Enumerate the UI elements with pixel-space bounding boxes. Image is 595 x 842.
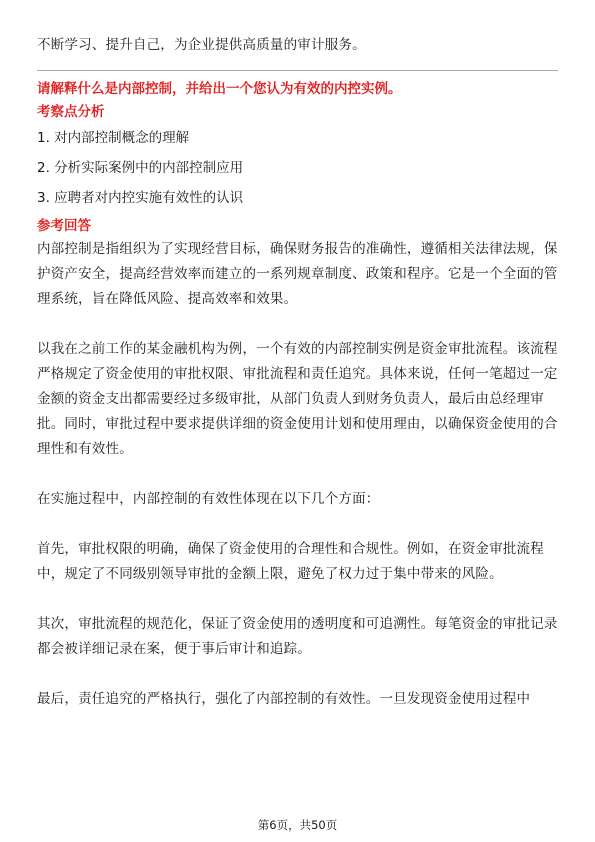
answer-paragraph: 首先，审批权限的明确，确保了资金使用的合理性和合规性。例如，在资金审批流程中，规定了不同级别领导审批的金额上限，避免了权力过于集中带来的风险。 [37, 541, 544, 582]
interview-question: 请解释什么是内部控制，并给出一个您认为有效的内控实例。 [37, 81, 402, 97]
page-number-footer: 第6页，共50页 [257, 818, 338, 832]
answer-paragraph: 最后，责任追究的严格执行，强化了内部控制的有效性。一旦发现资金使用过程中 [37, 691, 531, 707]
page-content [37, 33, 558, 712]
analysis-item: 1. 对内部控制概念的理解 [37, 130, 190, 146]
previous-answer-tail: 不断学习、提升自己，为企业提供高质量的审计服务。 [37, 37, 366, 53]
analysis-heading: 考察点分析 [37, 104, 105, 120]
answer-paragraph: 在实施过程中，内部控制的有效性体现在以下几个方面： [37, 491, 380, 507]
paragraph-gap [37, 312, 558, 337]
answer-heading: 参考回答 [37, 218, 91, 234]
paragraph-gap [37, 462, 558, 487]
paragraph-gap [37, 587, 558, 612]
answer-paragraph: 其次，审批流程的规范化，保证了资金使用的透明度和可追溯性。每笔资金的审批记录都会被详细记录在案，便于事后审计和追踪。 [37, 616, 558, 657]
paragraph-gap [37, 512, 558, 537]
section-divider [37, 70, 558, 71]
answer-paragraph: 以我在之前工作的某金融机构为例，一个有效的内部控制实例是资金审批流程。该流程严格规定了资金使用的审批权限、审批流程和责任追究。具体来说，任何一笔超过一定金额的资金支出都需要经过多级审批，从部门负责人到财务负责人，最后由总经理审批。同时，审批过程中要求提供详细的资金使用计划和使用理由，以确保资金使用的合理性和有效性。 [37, 341, 558, 457]
analysis-item: 3. 应聘者对内控实施有效性的认识 [37, 190, 244, 206]
analysis-item: 2. 分析实际案例中的内部控制应用 [37, 160, 244, 176]
answer-paragraph: 内部控制是指组织为了实现经营目标，确保财务报告的准确性，遵循相关法律法规，保护资产安全，提高经营效率而建立的一系列规章制度、政策和程序。它是一个全面的管理系统，旨在降低风险、提高效率和效果。 [37, 241, 558, 307]
paragraph-gap [37, 662, 558, 687]
